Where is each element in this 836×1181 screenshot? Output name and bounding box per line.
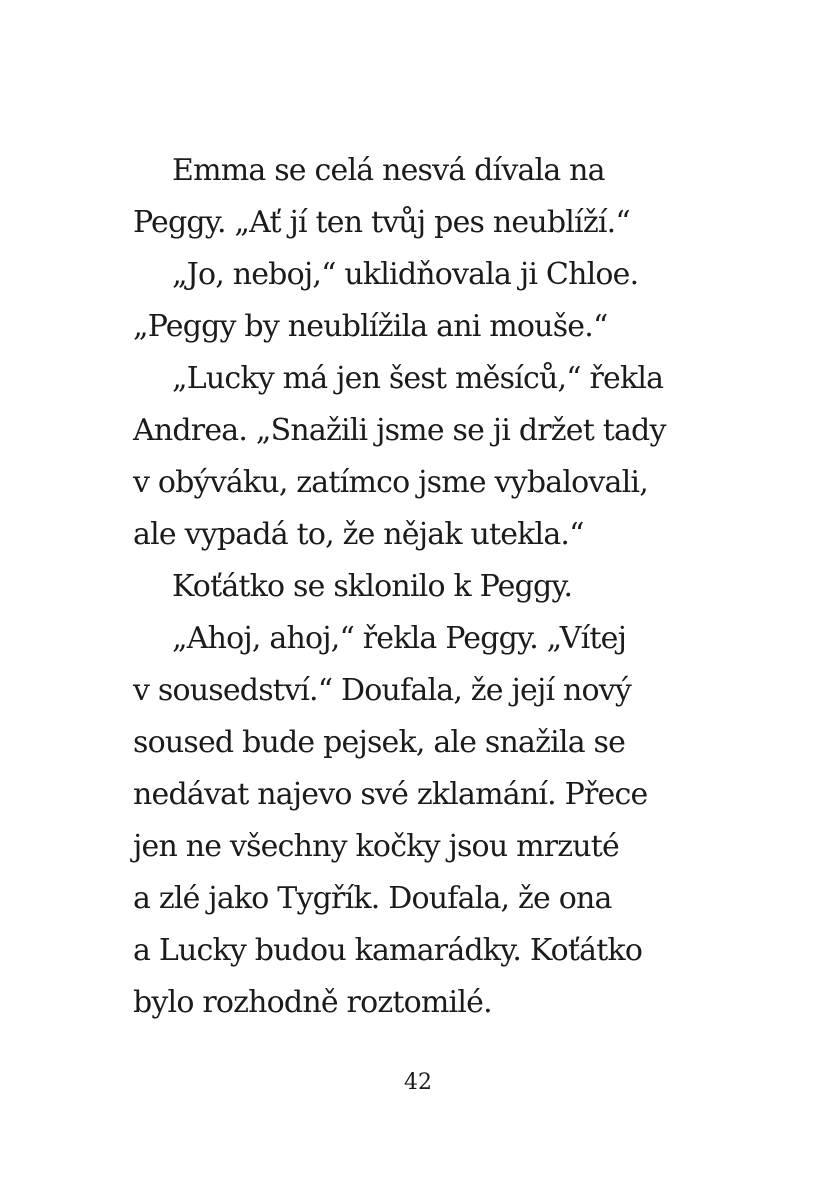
text-line: v sousedství.“ Doufala, že její nový xyxy=(133,673,632,708)
body-text xyxy=(133,145,733,1029)
text-line: bylo rozhodně roztomilé. xyxy=(133,985,492,1020)
text-line: jen ne všechny kočky jsou mrzuté xyxy=(133,829,619,864)
text-line: Emma se celá nesvá dívala na xyxy=(172,153,605,188)
text-line: nedávat najevo své zklamání. Přece xyxy=(133,777,648,812)
text-line: a zlé jako Tygřík. Doufala, že ona xyxy=(133,881,612,916)
text-line: Andrea. „Snažili jsme se ji držet tady xyxy=(133,413,666,448)
text-line: „Ahoj, ahoj,“ řekla Peggy. „Vítej xyxy=(172,621,627,656)
text-line: a Lucky budou kamarádky. Koťátko xyxy=(133,933,643,968)
text-line: soused bude pejsek, ale snažila se xyxy=(133,725,626,760)
text-line: ale vypadá to, že nějak utekla.“ xyxy=(133,517,584,552)
text-line: „Jo, neboj,“ uklidňovala ji Chloe. xyxy=(172,257,639,292)
text-line: v obýváku, zatímco jsme vybalovali, xyxy=(133,465,648,500)
text-line: „Peggy by neublížila ani mouše.“ xyxy=(133,309,608,344)
text-line: Peggy. „Ať jí ten tvůj pes neublíží.“ xyxy=(133,205,630,240)
text-line: „Lucky má jen šest měsíců,“ řekla xyxy=(172,361,664,396)
page-number: 42 xyxy=(404,1070,432,1095)
text-line: Koťátko se sklonilo k Peggy. xyxy=(172,569,573,604)
